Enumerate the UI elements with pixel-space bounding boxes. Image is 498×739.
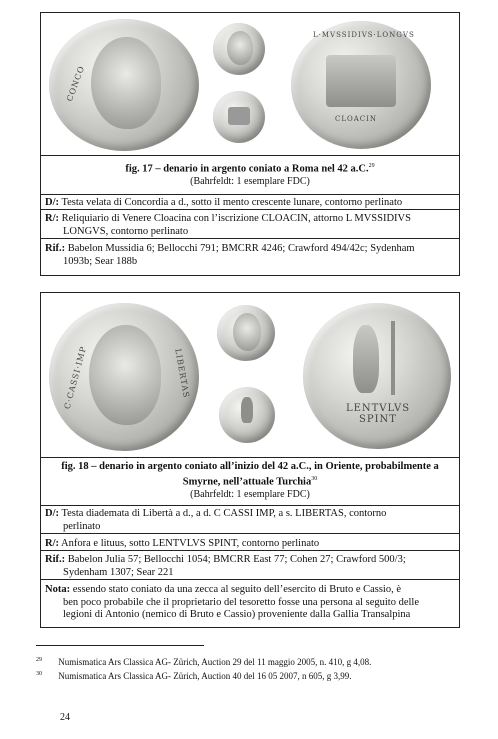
fig18-small-reverse-coin	[219, 387, 275, 443]
shrine-of-cloacina	[326, 55, 396, 107]
concordia-head	[91, 37, 161, 129]
fig17-row-reverse: R/: Reliquiario di Venere Cloacina con l’iscrizione CLOACIN, attorno L MVSSIDIVS LONGVS, contorno perlinato	[41, 211, 459, 239]
fig18-row-note: Nota: essendo stato coniato da una zecca al seguito dell’esercito di Bruto e Cassio, è ben poco probabile che il proprietario del tesoretto fosse una persona al seguito delle legioni di Antonio (nemico di Bruto e Cassio) proveniente dalla Gallia Transalpina	[45, 584, 420, 620]
fig18-photo	[41, 293, 459, 458]
amphora	[353, 325, 379, 393]
fig18-caption-title: fig. 18 – denario in argento coniato all’inizio del 42 a.C., in Oriente, probabilmente a	[61, 461, 439, 472]
page-number: 24	[60, 712, 70, 723]
fig18-caption-sub: (Bahrfeldt: 1 esemplare FDC)	[190, 488, 310, 500]
fig18-obverse-legend-left: C·CASSI·IMP	[62, 345, 89, 410]
lituus	[391, 321, 395, 395]
footnote-separator	[36, 645, 204, 646]
fig18-reverse-legend: LENTVLVS SPINT	[345, 403, 411, 425]
fig18-small-obverse-coin	[217, 305, 275, 361]
fig17-reverse-legend: L·MVSSIDIVS·LONGVS	[313, 31, 415, 39]
fig18-reverse-coin	[303, 303, 451, 449]
fig18-row-references: Rif.: Babelon Julia 57; Bellocchi 1054; BMCRR East 77; Cohen 27; Crawford 500/3; Sydenham 1307; Sear 221	[41, 552, 459, 580]
fig17-row-obverse: D/: Testa velata di Concordia a d., sotto il mento crescente lunare, contorno perlinato	[41, 195, 459, 210]
libertas-head	[89, 325, 161, 425]
fig17-obverse-coin	[49, 19, 199, 151]
fig17-box	[40, 12, 460, 276]
fig17-small-obverse-coin	[213, 23, 265, 75]
fig18-caption	[41, 458, 459, 506]
fig17-footnote-ref: 29	[368, 163, 375, 169]
footnote-29: $^{29}$ Numismatica Ars Classica AG- Zürich, Auction 29 del 11 maggio 2005, n. 410, g 4,08.	[36, 657, 372, 667]
fig17-small-reverse-coin	[213, 91, 265, 143]
fig18-footnote-ref: 30	[311, 476, 318, 482]
fig17-caption-title: fig. 17 – denario in argento coniato a Roma nel 42 a.C.	[125, 163, 369, 175]
fig18-caption-title-2: Smyrne, nell’attuale Turchia	[182, 476, 312, 488]
fig18-box	[40, 292, 460, 628]
fig17-caption	[41, 156, 459, 195]
fig17-caption-sub: (Bahrfeldt: 1 esemplare FDC)	[190, 175, 310, 187]
fig17-row-references: Rif.: Babelon Mussidia 6; Bellocchi 791; BMCRR 4246; Crawford 494/42c; Sydenham 1093b; Sear 188b	[45, 243, 415, 267]
fig17-photo	[41, 13, 459, 156]
fig17-obverse-legend: CONCO	[65, 64, 87, 103]
fig18-row-obverse: D/: Testa diademata di Libertà a d., a d. C CASSI IMP, a s. LIBERTAS, contorno perlinato	[41, 506, 459, 534]
fig17-reverse-exergue: CLOACIN	[335, 115, 378, 123]
fig18-row-reverse: R/: Anfora e lituus, sotto LENTVLVS SPINT, contorno perlinato	[41, 536, 459, 551]
fig17-reverse-coin	[291, 21, 431, 149]
footnote-30: $^{30}$ Numismatica Ars Classica AG- Zürich, Auction 40 del 16 05 2007, n 605, g 3,99.	[36, 671, 352, 681]
fig18-obverse-legend-right: LIBERTAS	[173, 347, 191, 400]
fig18-obverse-coin	[49, 303, 199, 451]
